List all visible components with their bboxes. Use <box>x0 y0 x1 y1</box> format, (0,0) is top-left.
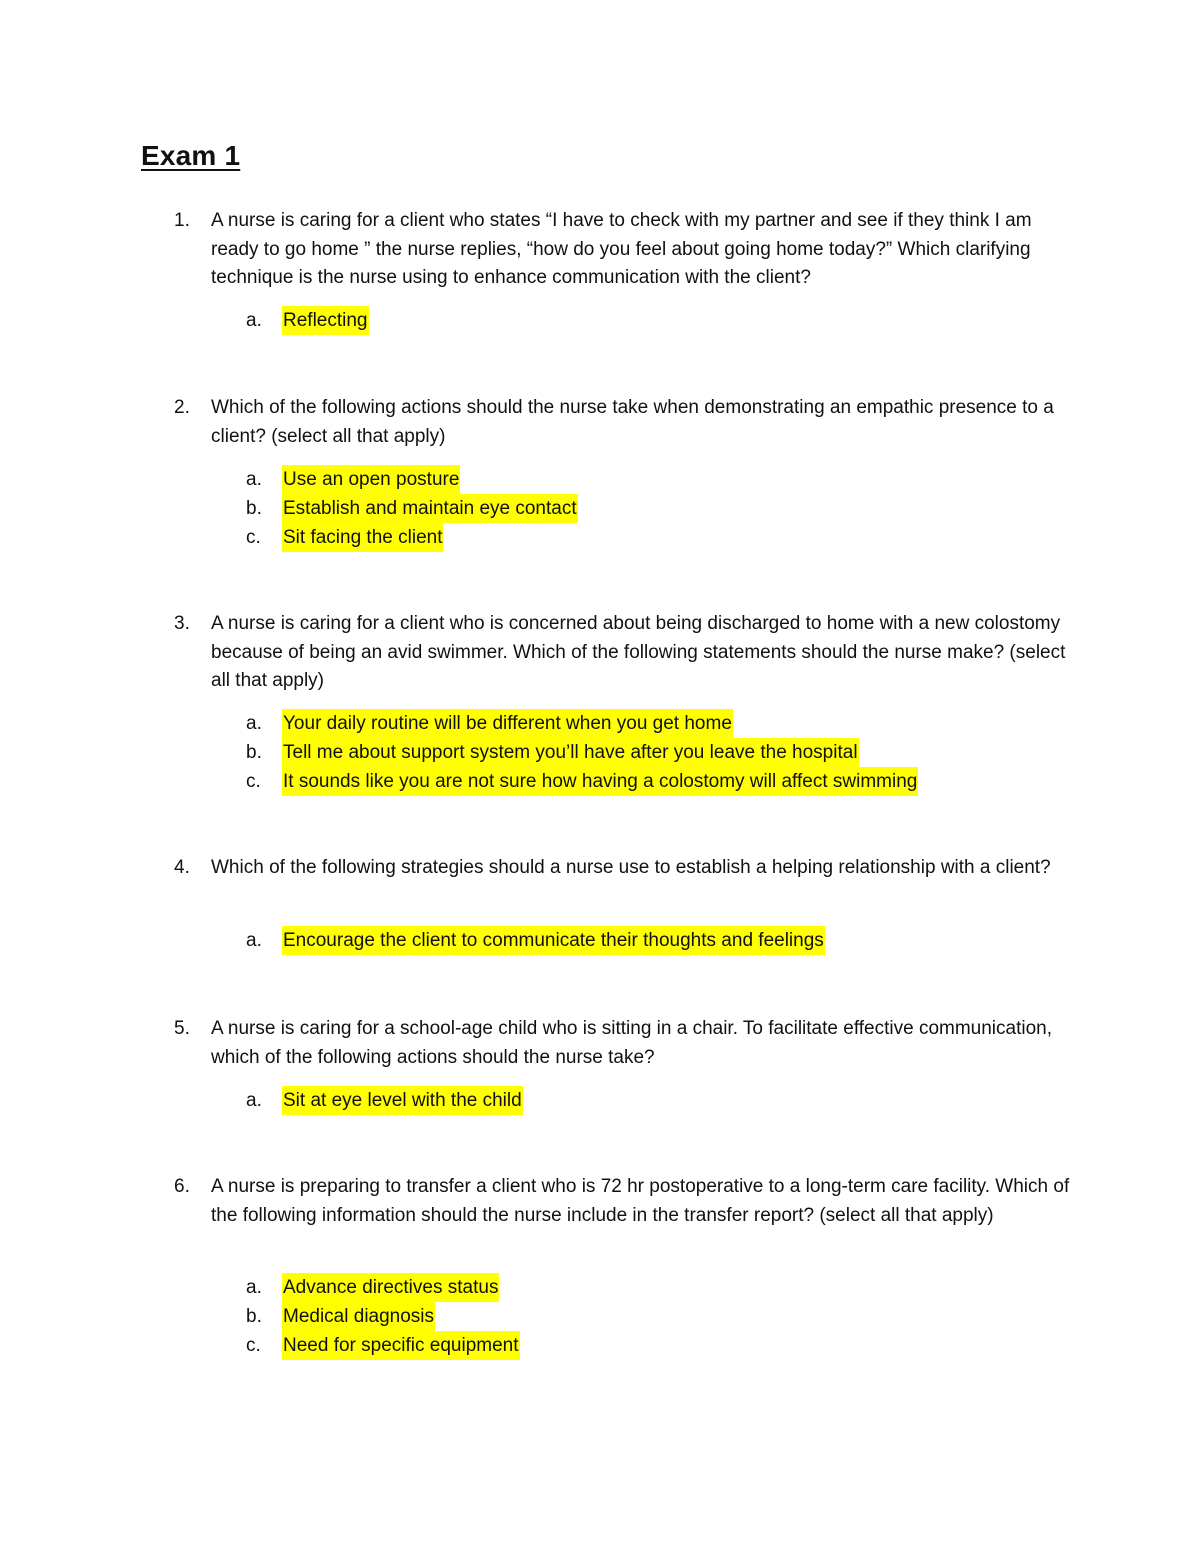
answer-text-highlighted: Establish and maintain eye contact <box>282 494 578 523</box>
question-text: A nurse is caring for a school-age child who is sitting in a chair. To facilitate effective communication, which of the following actions should the nurse take? <box>211 1018 1053 1068</box>
answer-letter: a. <box>246 930 262 951</box>
answer-text-highlighted: It sounds like you are not sure how having a colostomy will affect swimming <box>282 767 918 796</box>
question-number: 6. <box>174 1176 190 1197</box>
answer-item <box>0 523 1200 552</box>
answer-item <box>0 494 1200 523</box>
answer-item <box>0 465 1200 494</box>
answer-letter: a. <box>246 469 262 490</box>
answer-text-highlighted: Sit at eye level with the child <box>282 1086 523 1115</box>
answer-item <box>0 1273 1200 1302</box>
question-number: 4. <box>174 857 190 878</box>
answer-text-highlighted: Tell me about support system you’ll have after you leave the hospital <box>282 738 859 767</box>
answer-text-highlighted: Medical diagnosis <box>282 1302 435 1331</box>
question-text: A nurse is caring for a client who is concerned about being discharged to home with a new colostomy because of being an avid swimmer. Which of the following statements should the nurse make? (select all that apply) <box>211 613 1066 691</box>
answer-item <box>0 738 1200 767</box>
answer-list <box>0 926 1200 955</box>
question-text: A nurse is preparing to transfer a client who is 72 hr postoperative to a long-term care facility. Which of the following information should the nurse include in the transfer report? (select all that apply) <box>211 1176 1070 1226</box>
answer-text-highlighted: Your daily routine will be different when you get home <box>282 709 733 738</box>
answer-text-highlighted: Advance directives status <box>282 1273 499 1302</box>
answer-text-highlighted: Sit facing the client <box>282 523 443 552</box>
answer-letter: a. <box>246 1090 262 1111</box>
question-number: 1. <box>174 210 190 231</box>
answer-letter: c. <box>246 527 261 548</box>
answer-letter: a. <box>246 713 262 734</box>
answer-letter: a. <box>246 310 262 331</box>
question-text: Which of the following strategies should a nurse use to establish a helping relationship with a client? <box>211 857 1051 878</box>
answer-item <box>0 709 1200 738</box>
question-number: 3. <box>174 613 190 634</box>
answer-item <box>0 306 1200 335</box>
answer-list <box>0 1273 1200 1360</box>
question-text: A nurse is caring for a client who states “I have to check with my partner and see if they think I am ready to go home ” the nurse replies, “how do you feel about going home today?” Which clarifying technique is the nurse using to enhance communication with the client? <box>211 210 1032 288</box>
answer-letter: c. <box>246 771 261 792</box>
answer-letter: b. <box>246 498 262 519</box>
answer-text-highlighted: Encourage the client to communicate their thoughts and feelings <box>282 926 825 955</box>
answer-item <box>0 1331 1200 1360</box>
answer-text-highlighted: Reflecting <box>282 306 369 335</box>
answer-letter: a. <box>246 1277 262 1298</box>
answer-list <box>0 1086 1200 1115</box>
question-number: 2. <box>174 397 190 418</box>
answer-item <box>0 1302 1200 1331</box>
answer-item <box>0 926 1200 955</box>
answer-letter: b. <box>246 1306 262 1327</box>
page-title: Exam 1 <box>141 140 241 171</box>
answer-letter: c. <box>246 1335 261 1356</box>
question-number: 5. <box>174 1018 190 1039</box>
answer-letter: b. <box>246 742 262 763</box>
answer-list <box>0 306 1200 335</box>
answer-item <box>0 1086 1200 1115</box>
question-text: Which of the following actions should the nurse take when demonstrating an empathic presence to a client? (select all that apply) <box>211 397 1054 447</box>
answer-list <box>0 709 1200 796</box>
answer-text-highlighted: Need for specific equipment <box>282 1331 520 1360</box>
answer-list <box>0 465 1200 552</box>
answer-text-highlighted: Use an open posture <box>282 465 460 494</box>
answer-item <box>0 767 1200 796</box>
